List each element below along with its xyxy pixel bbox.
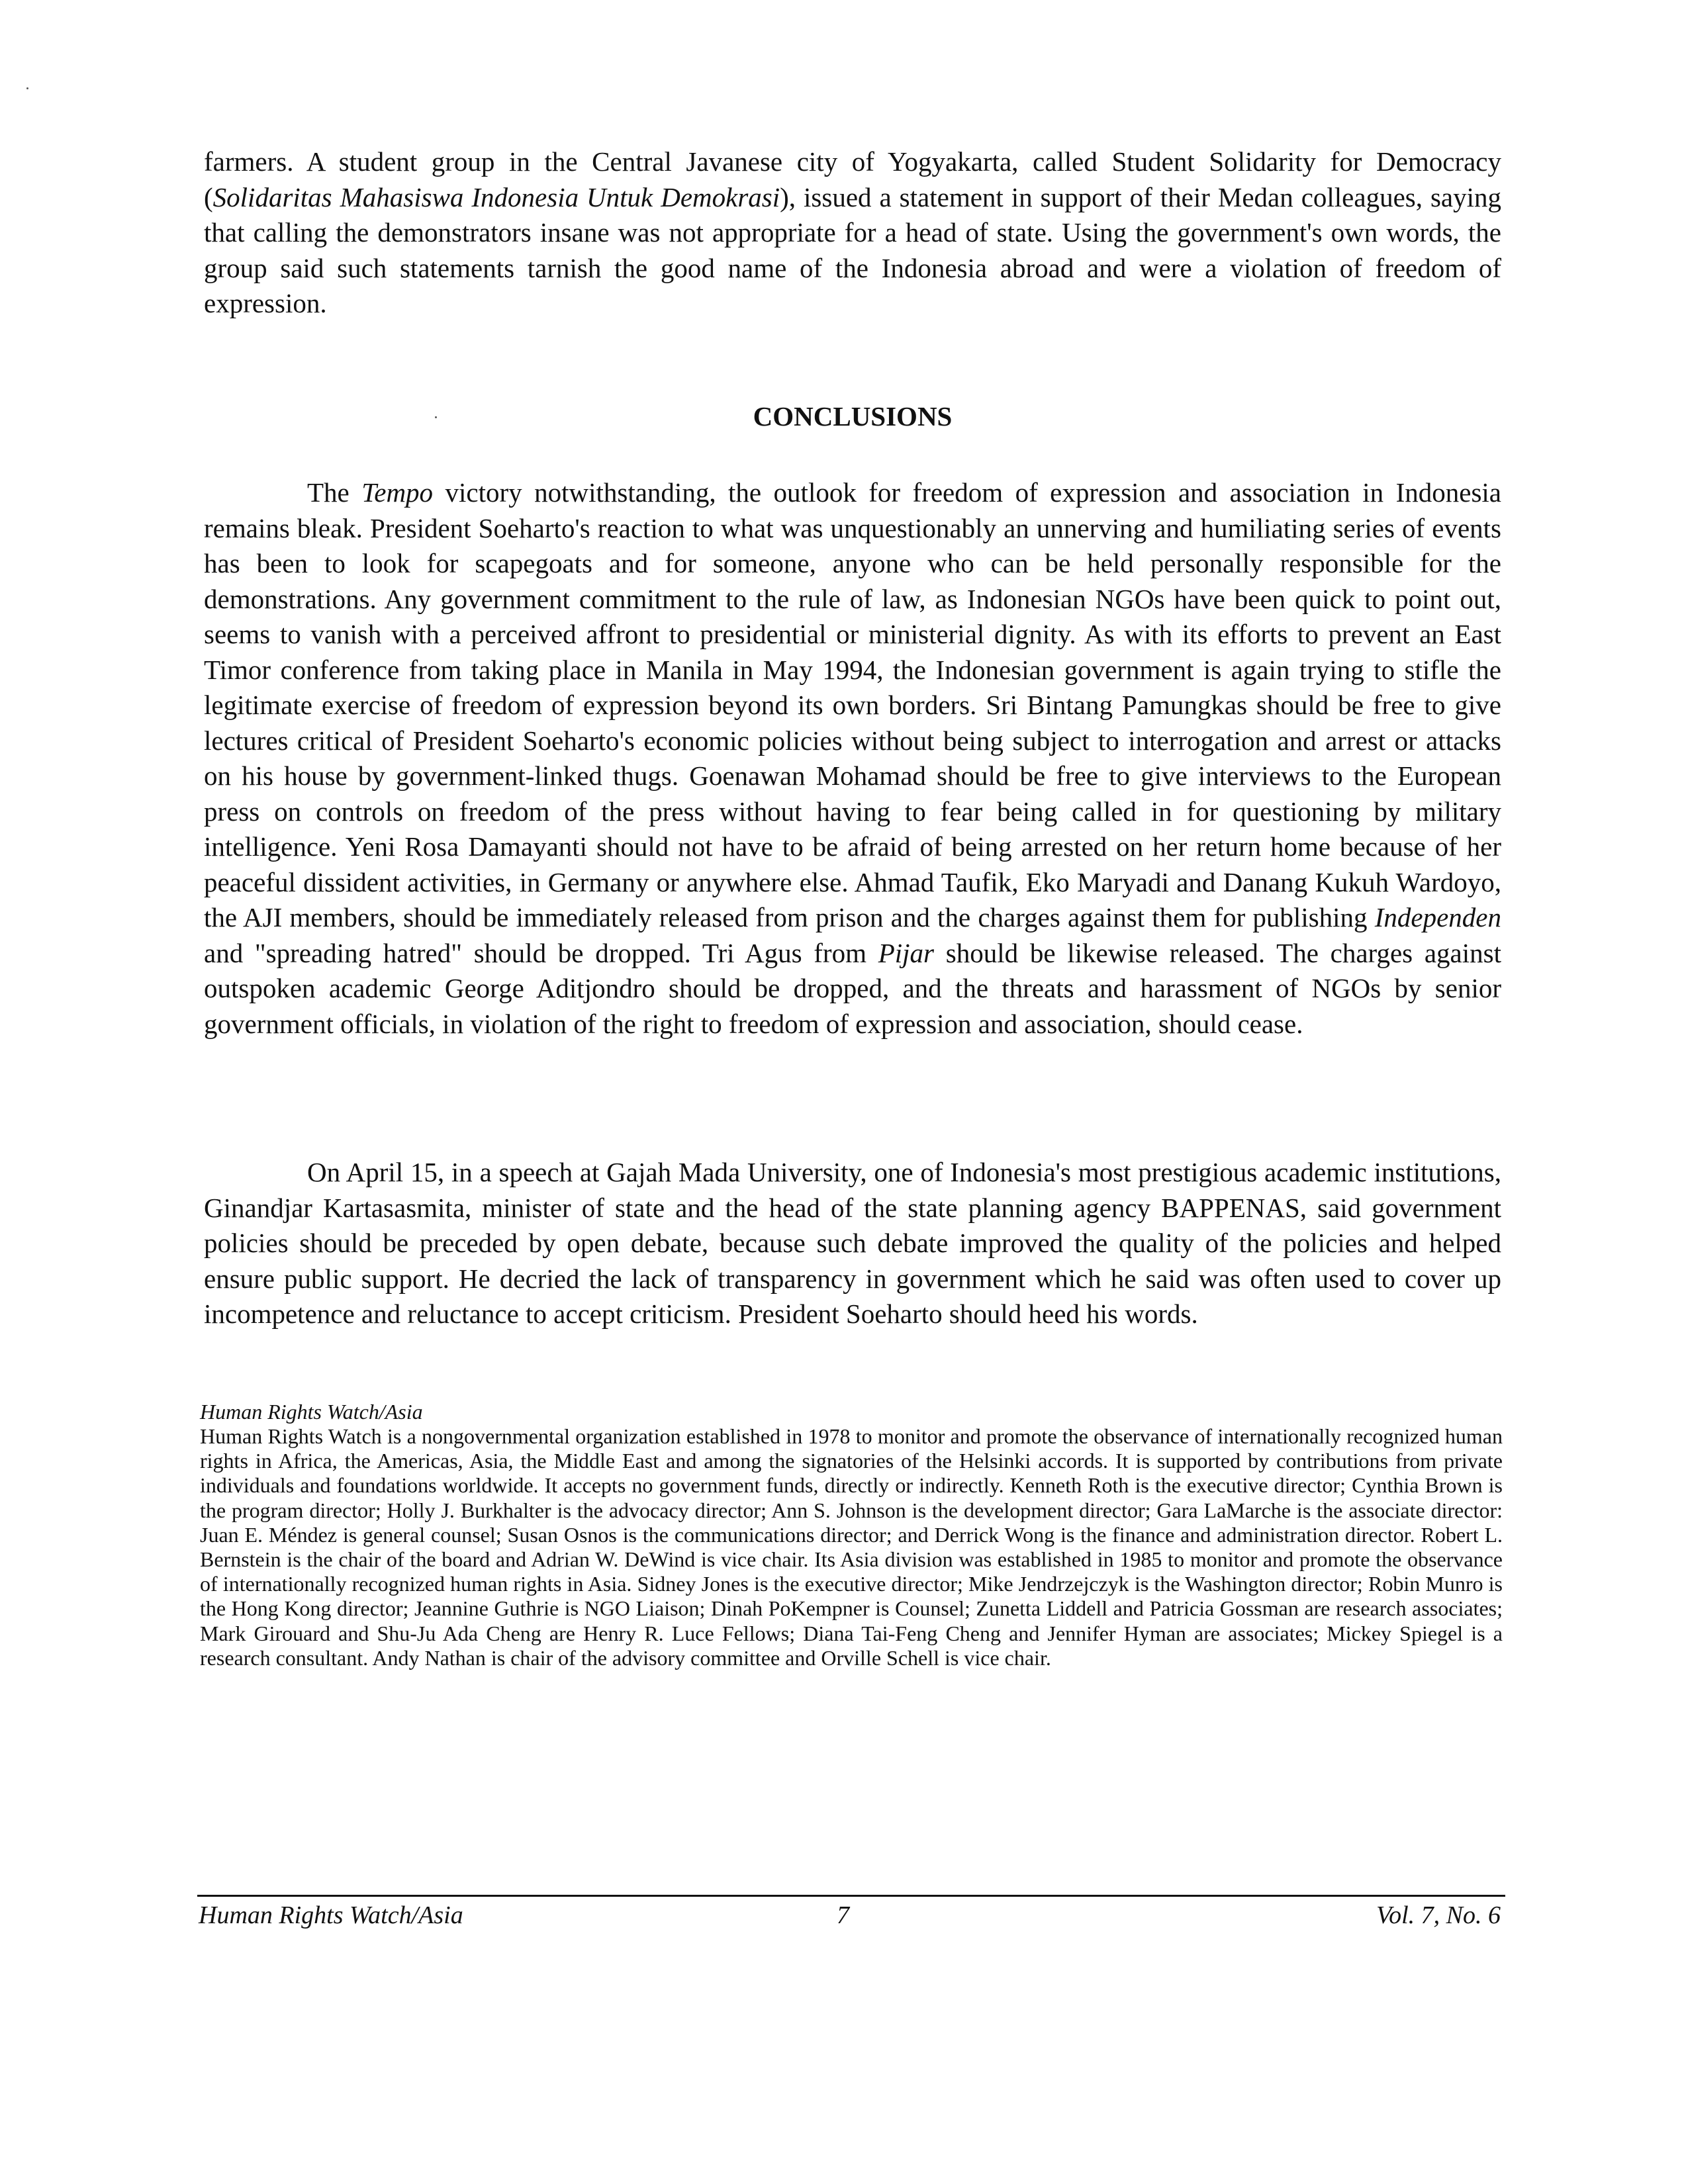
text-run: victory notwithstanding, the outlook for freedom of expression and association in Indonesia remains bleak. President Soeharto's reaction to what was unquestionably an unnerving and humiliating series of events has been to look for scapegoats and for someone, anyone who can be held personally responsible for the demonstrations. Any government commitment to the rule of law, as Indonesian NGOs have been quick to point out, seems to vanish with a perceived affront to presidential or ministerial dignity. As with its efforts to prevent an East Timor conference from taking place in Manila in May 1994, the Indonesian government is again trying to stifle the legitimate exercise of freedom of expression beyond its own borders. Sri Bintang Pamungkas should be free to give lectures critical of President Soeharto's economic policies without being subject to interrogation and arrest or attacks on his house by government-linked thugs. Goenawan Mohamad should be free to give interviews to the European press on controls on freedom of the press without having to fear being called in for questioning by military intelligence. Yeni Rosa Damayanti should not have to be afraid of being arrested on her return home because of her peaceful dissident activities, in Germany or anywhere else. Ahmad Taufik, Eko Maryadi and Danang Kukuh Wardoyo, the AJI members, should be immediately released from prison and the charges against them for publishing	[204, 477, 1501, 933]
italic-text-run: Independen	[1374, 902, 1501, 933]
about-organization-block	[200, 1399, 1503, 1670]
footer-publication-name: Human Rights Watch/Asia	[199, 1901, 463, 1929]
text-run: On April 15, in a speech at Gajah Mada University, one of Indonesia's most prestigious academic institutions, Ginandjar Kartasasmita, minister of state and the head of the state planning agency BAPPENAS, said government policies should be preceded by open debate, because such debate improved the quality of the policies and helped ensure public support. He decried the lack of transparency in government which he said was often used to cover up incompetence and reluctance to accept criticism. President Soeharto should heed his words.	[204, 1157, 1501, 1329]
text-run: The	[307, 477, 362, 508]
about-title: Human Rights Watch/Asia	[200, 1400, 423, 1424]
about-body: Human Rights Watch is a nongovernmental organization established in 1978 to monitor and promote the observance of internationally recognized human rights in Africa, the Americas, Asia, the Middle East and among the signatories of the Helsinki accords. It is supported by contributions from private individuals and foundations worldwide. It accepts no government funds, directly or indirectly. Kenneth Roth is the executive director; Cynthia Brown is the program director; Holly J. Burkhalter is the advocacy director; Ann S. Johnson is the development director; Gara LaMarche is the associate director: Juan E. Méndez is general counsel; Susan Osnos is the communications director; and Derrick Wong is the finance and administration director. Robert L. Bernstein is the chair of the board and Adrian W. DeWind is vice chair. Its Asia division was established in 1985 to monitor and promote the observance of internationally recognized human rights in Asia. Sidney Jones is the executive director; Mike Jendrzejczyk is the Washington director; Robin Munro is the Hong Kong director; Jeannine Guthrie is NGO Liaison; Dinah PoKempner is Counsel; Zunetta Liddell and Patricia Gossman are research associates; Mark Girouard and Shu-Ju Ada Cheng are Henry R. Luce Fellows; Diana Tai-Feng Cheng and Jennifer Hyman are associates; Mickey Spiegel is a research consultant. Andy Nathan is chair of the advisory committee and Orville Schell is vice chair.	[200, 1424, 1503, 1670]
italic-text-run: Tempo	[361, 477, 434, 508]
paragraph-tempo-conclusion	[204, 475, 1501, 1042]
text-run: and "spreading hatred" should be dropped. Tri Agus from	[204, 937, 878, 968]
text-run: ), issued a statement in support of their Medan colleagues, saying that calling the demonstrators insane was not appropriate for a head of state. Using the government's own words, the group said such statements tarnish the good name of the Indonesia abroad and were a violation of freedom of expression.	[204, 181, 1501, 318]
footer-page-number: 7	[837, 1901, 849, 1929]
scan-speck	[26, 87, 28, 89]
paragraph-april-speech	[204, 1155, 1501, 1332]
section-heading-conclusions: CONCLUSIONS	[753, 401, 953, 432]
text-run: should be likewise released. The charges against outspoken academic George Aditjondro should be dropped, and the threats and harassment of NGOs by senior government officials, in violation of the right to freedom of expression and association, should cease.	[204, 937, 1501, 1039]
italic-text-run: Solidaritas Mahasiswa Indonesia Untuk Demokrasi	[212, 181, 780, 212]
paragraph-farmers	[204, 144, 1501, 322]
italic-text-run: Pijar	[878, 937, 934, 968]
text-run: farmers. A student group in the Central Javanese city of Yogyakarta, called Student Solidarity for Democracy (	[204, 146, 1501, 212]
footer-divider	[197, 1895, 1505, 1897]
footer-volume-issue: Vol. 7, No. 6	[1376, 1901, 1501, 1929]
